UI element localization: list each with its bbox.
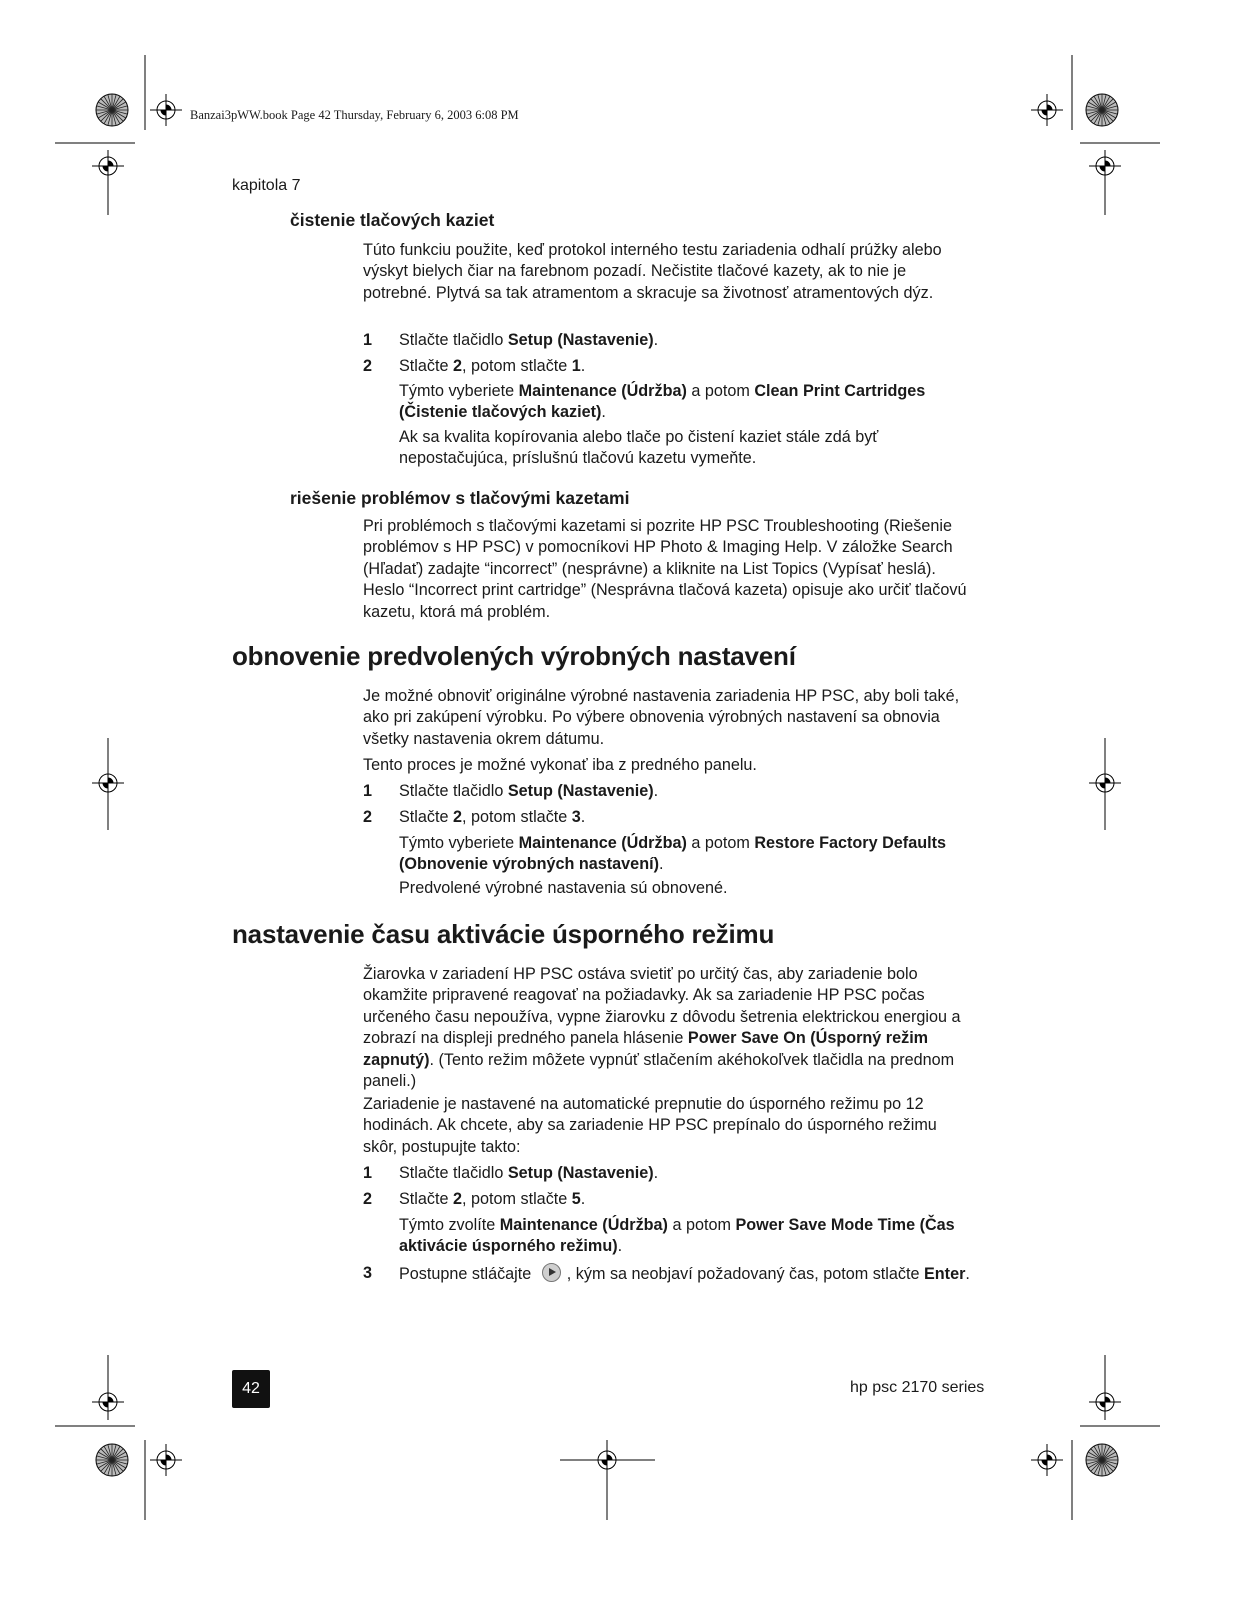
step-text: Stlačte tlačidlo Setup (Nastavenie). [399,331,659,349]
step-detail: Predvolené výrobné nastavenia sú obnovené. [399,879,728,897]
running-head: kapitola 7 [232,177,301,194]
heading-restore-defaults: obnovenie predvolených výrobných nastavení [232,641,796,671]
step-detail: Týmto zvolíte Maintenance (Údržba) a potom Power Save Mode Time (Čas aktivácie úsporného režimu). [399,1216,955,1256]
step-number: 1 [363,782,373,800]
step-detail: Týmto vyberiete Maintenance (Údržba) a potom Clean Print Cartridges (Čistenie tlačových kaziet). [399,382,926,422]
page-number-badge: 42 [232,1370,270,1408]
step-number: 3 [363,1264,373,1282]
step-text: Stlačte tlačidlo Setup (Nastavenie). [399,1164,659,1182]
step-text: Stlačte tlačidlo Setup (Nastavenie). [399,782,659,800]
paragraph-troubleshooting: Pri problémoch s tlačovými kazetami si pozrite HP PSC Troubleshooting (Riešenie problémov s HP PSC) v pomocníkovi HP Photo & Imaging Help. V záložke Search (Hľadať) zadajte “incorrect” (nesprávne) a kliknite na List Topics (Vypísať heslá). Heslo “Incorrect print cartridge” (Nesprávna tlačová kazeta) opisuje ako určiť tlačovú kazetu, ktorá má problém. [363,517,967,621]
step-detail: Ak sa kvalita kopírovania alebo tlače po čistení kaziet stále zdá byť nepostačujúca, príslušnú tlačovú kazetu vymeňte. [399,428,879,468]
heading-power-save: nastavenie času aktivácie úsporného režimu [232,919,775,949]
step-text: Postupne stláčajte , kým sa neobjaví požadovaný čas, potom stlačte Enter. [399,1265,970,1283]
step-number: 2 [363,1190,373,1208]
book-slug-line: Banzai3pWW.book Page 42 Thursday, February 6, 2003 6:08 PM [190,108,519,122]
step-text: Stlačte 2, potom stlačte 1. [399,357,586,375]
paragraph-restore-note: Tento proces je možné vykonať iba z predného panelu. [363,756,757,774]
paragraph-power-save-intro: Žiarovka v zariadení HP PSC ostáva svietiť po určitý čas, aby zariadenie bolo okamžite pripravené reagovať na požiadavky. Ak sa zariadenie HP PSC počas určeného času nepoužíva, vypne žiarovku z dôvodu šetrenia elektrickou energiou a zobrazí na displeji predného panela hlásenie Power Save On (Úsporný režim zapnutý). (Tento režim môžete vypnúť stlačením akéhokoľvek tlačidla na prednom paneli.) [363,965,961,1091]
footer-product-name: hp psc 2170 series [850,1379,985,1396]
paragraph-power-save-default: Zariadenie je nastavené na automatické prepnutie do úsporného režimu po 12 hodinách. Ak chcete, aby sa zariadenie HP PSC prepínalo do úsporného režimu skôr, postupujte takto: [363,1095,937,1156]
heading-clean-cartridges: čistenie tlačových kaziet [290,210,495,230]
heading-troubleshooting: riešenie problémov s tlačovými kazetami [290,488,630,508]
step-text: Stlačte 2, potom stlačte 3. [399,808,586,826]
step-number: 1 [363,1164,373,1182]
step-number: 2 [363,357,373,375]
paragraph-clean-intro: Túto funkciu použite, keď protokol interného testu zariadenia odhalí prúžky alebo výskyt bielych čiar na farebnom pozadí. Nečistite tlačové kazety, ak to nie je potrebné. Plytvá sa tak atramentom a skracuje sa životnosť atramentových dýz. [363,241,942,302]
step-number: 1 [363,331,373,349]
step-text: Stlačte 2, potom stlačte 5. [399,1190,586,1208]
step-detail: Týmto vyberiete Maintenance (Údržba) a potom Restore Factory Defaults (Obnovenie výrobných nastavení). [399,834,946,874]
paragraph-restore-intro: Je možné obnoviť originálne výrobné nastavenia zariadenia HP PSC, aby boli také, ako pri zakúpení výrobku. Po výbere obnovenia výrobných nastavení sa obnovia všetky nastavenia okrem dátumu. [363,687,960,748]
right-arrow-button-icon [542,1263,561,1282]
step-number: 2 [363,808,373,826]
